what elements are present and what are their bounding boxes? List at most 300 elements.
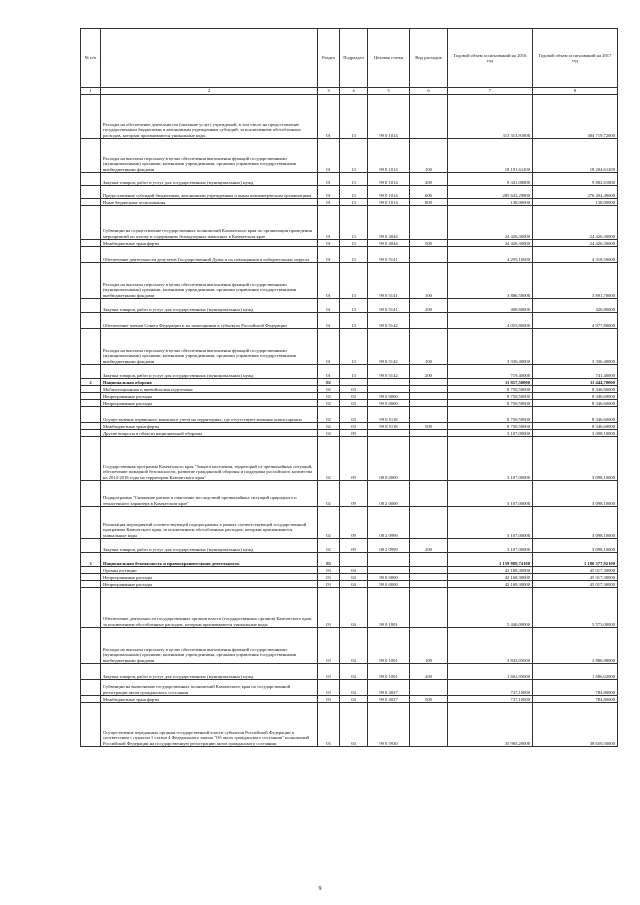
row-amount-2016: 3 886,50000	[448, 263, 533, 299]
row-number	[81, 539, 101, 553]
row-number	[81, 386, 101, 393]
row-expense-type: 600	[410, 186, 448, 199]
table-row	[81, 628, 618, 664]
row-expense-type	[410, 680, 448, 696]
row-section: 01	[318, 240, 340, 247]
row-name: Расходы на обеспечение деятельности (оказание услуг) учреждений, в том числе на предоставление государственным бюджетным и автономным учреждениям субсидий, за исключением обособленных расходов, которым присваиваются уникальные коды	[101, 95, 318, 139]
row-amount-2016: 1 602,95000	[448, 664, 533, 680]
row-amount-2017: 4 318,50000	[533, 247, 618, 263]
row-name: Предоставление субсидий бюджетным, автономным учреждениям и иным некоммерческим организациям	[101, 186, 318, 199]
row-amount-2016: 42 168,30000	[448, 567, 533, 574]
row-amount-2016: 3 843,05000	[448, 628, 533, 664]
row-subsection: 13	[340, 365, 368, 379]
row-amount-2016: 9 341,00800	[448, 173, 533, 186]
row-amount-2016: 8 750,50000	[448, 386, 533, 393]
row-number	[81, 664, 101, 680]
row-amount-2016: 3 107,00000	[448, 430, 533, 437]
row-expense-type: 500	[410, 696, 448, 703]
row-amount-2017: 1 686,02000	[533, 664, 618, 680]
row-subsection: 04	[340, 581, 368, 588]
row-amount-2017: 784,80000	[533, 680, 618, 696]
row-expense-type: 200	[410, 365, 448, 379]
row-amount-2017: 426,80000	[533, 299, 618, 313]
row-number	[81, 299, 101, 313]
row-expense-type	[410, 481, 448, 507]
row-number	[81, 430, 101, 437]
row-subsection: 13	[340, 173, 368, 186]
column-number: 4	[340, 88, 368, 95]
row-name: Непрограммные расходы	[101, 400, 318, 407]
row-target-item: 99 0 5141	[368, 299, 410, 313]
row-subsection: 13	[340, 263, 368, 299]
row-section: 01	[318, 365, 340, 379]
row-amount-2016: 3 107,00000	[448, 539, 533, 553]
row-expense-type	[410, 507, 448, 539]
row-expense-type	[410, 553, 448, 567]
row-target-item	[368, 386, 410, 393]
table-row	[81, 437, 618, 481]
table-row	[81, 139, 618, 173]
row-section: 02	[318, 407, 340, 423]
table-row	[81, 574, 618, 581]
row-target-item: 99 0 5142	[368, 365, 410, 379]
column-number-row	[81, 88, 618, 95]
header-year-2016: Годовой объем ассигнований на 2016 год	[448, 29, 533, 88]
row-amount-2017: 304 719,72000	[533, 95, 618, 139]
row-section: 02	[318, 507, 340, 539]
row-section: 02	[318, 423, 340, 430]
row-name: Расходы на выплаты персоналу в целях обеспечения выполнения функций государственными (муниципальными) органами, казенными учреждениями, органами управления государственными внебюджетными фондами	[101, 329, 318, 365]
row-name: Закупка товаров, работ и услуг для государственных (муниципальных) нужд	[101, 664, 318, 680]
row-amount-2017: 784,80000	[533, 696, 618, 703]
row-subsection: 03	[340, 423, 368, 430]
table-row	[81, 430, 618, 437]
row-amount-2017: 5 573,00000	[533, 588, 618, 628]
row-amount-2016: 11 857,50000	[448, 379, 533, 386]
row-section: 03	[318, 696, 340, 703]
row-target-item	[368, 379, 410, 386]
row-target-item: 99 0 1001	[368, 628, 410, 664]
row-target-item: 99 0 5930	[368, 703, 410, 747]
row-expense-type	[410, 703, 448, 747]
row-number	[81, 481, 101, 507]
row-name: Межбюджетные трансферты	[101, 240, 318, 247]
row-amount-2016: 8 750,50000	[448, 400, 533, 407]
table-row	[81, 386, 618, 393]
row-name: Межбюджетные трансферты	[101, 423, 318, 430]
row-target-item: 08 2 0000	[368, 481, 410, 507]
row-amount-2017: 45 017,30000	[533, 567, 618, 574]
row-amount-2016: 138,00000	[448, 199, 533, 206]
table-row	[81, 313, 618, 329]
row-expense-type: 100	[410, 628, 448, 664]
row-amount-2017: 8 346,60000	[533, 423, 618, 430]
row-expense-type	[410, 430, 448, 437]
row-amount-2016: 4 295,10000	[448, 247, 533, 263]
row-number: 3	[81, 553, 101, 567]
row-number	[81, 628, 101, 664]
row-subsection: 03	[340, 407, 368, 423]
row-amount-2017: 4 077,80000	[533, 313, 618, 329]
row-subsection: 09	[340, 430, 368, 437]
table-row	[81, 703, 618, 747]
row-expense-type: 200	[410, 173, 448, 186]
table-row	[81, 481, 618, 507]
row-number	[81, 329, 101, 365]
row-target-item: 99 0 4027	[368, 696, 410, 703]
row-name: Подпрограмма "Снижение рисков и смягчение последствий чрезвычайных ситуаций природного и техногенного характера в Камчатском крае"	[101, 481, 318, 507]
table-row	[81, 186, 618, 199]
row-name: Непрограммные расходы	[101, 393, 318, 400]
row-subsection	[340, 379, 368, 386]
row-subsection: 13	[340, 139, 368, 173]
row-section: 01	[318, 247, 340, 263]
row-amount-2016: 8 750,50000	[448, 423, 533, 430]
column-number: 6	[410, 88, 448, 95]
row-amount-2016: 737,10000	[448, 696, 533, 703]
row-section: 01	[318, 206, 340, 240]
budget-table	[80, 28, 618, 747]
row-expense-type	[410, 567, 448, 574]
table-row	[81, 680, 618, 696]
row-expense-type: 100	[410, 329, 448, 365]
row-amount-2016: 5 446,00000	[448, 588, 533, 628]
table-row	[81, 393, 618, 400]
row-expense-type	[410, 437, 448, 481]
row-target-item	[368, 430, 410, 437]
row-target-item: 08 2 0999	[368, 507, 410, 539]
row-amount-2016: 1 159 889,74100	[448, 553, 533, 567]
row-section: 03	[318, 664, 340, 680]
row-expense-type	[410, 206, 448, 240]
row-name: Межбюджетные трансферты	[101, 696, 318, 703]
row-subsection: 04	[340, 567, 368, 574]
row-target-item: 99 0 4044	[368, 206, 410, 240]
row-name: Закупка товаров, работ и услуг для государственных (муниципальных) нужд	[101, 299, 318, 313]
row-name: Органы юстиции	[101, 567, 318, 574]
row-amount-2017: 3 098,10000	[533, 539, 618, 553]
row-expense-type: 500	[410, 423, 448, 430]
row-amount-2017: 741,40000	[533, 365, 618, 379]
column-number: 3	[318, 88, 340, 95]
column-number: 2	[101, 88, 318, 95]
row-name: Национальная безопасность и правоохранительная деятельность	[101, 553, 318, 567]
row-section: 03	[318, 581, 340, 588]
row-name: Национальная оборона	[101, 379, 318, 386]
row-target-item: 99 0 4044	[368, 240, 410, 247]
row-amount-2017: 3 098,10000	[533, 430, 618, 437]
row-amount-2016: 408,60000	[448, 299, 533, 313]
row-subsection: 13	[340, 186, 368, 199]
row-expense-type	[410, 588, 448, 628]
row-amount-2016: 24 426,30000	[448, 206, 533, 240]
row-section: 03	[318, 588, 340, 628]
row-expense-type	[410, 379, 448, 386]
row-section: 02	[318, 481, 340, 507]
row-amount-2016: 737,10000	[448, 680, 533, 696]
row-name: Субвенции на осуществление государственных полномочий Камчатского края по организации проведения мероприятий по отлову и содержанию безнадзорных животных в Камчатском крае	[101, 206, 318, 240]
column-number: 1	[81, 88, 101, 95]
row-amount-2016: 8 750,50000	[448, 393, 533, 400]
row-target-item: 99 0 1001	[368, 588, 410, 628]
row-section: 02	[318, 393, 340, 400]
row-number	[81, 263, 101, 299]
table-row	[81, 539, 618, 553]
column-number: 5	[368, 88, 410, 95]
row-subsection: 09	[340, 507, 368, 539]
row-amount-2017: 8 346,60000	[533, 393, 618, 400]
row-number	[81, 313, 101, 329]
row-expense-type	[410, 400, 448, 407]
row-amount-2016: 24 426,30000	[448, 240, 533, 247]
row-expense-type	[410, 95, 448, 139]
row-amount-2017: 11 444,70000	[533, 379, 618, 386]
row-name: Субвенции на выполнение государственных полномочий Камчатского края по государственной регистрации актов гражданского состояния	[101, 680, 318, 696]
row-number	[81, 407, 101, 423]
row-subsection: 09	[340, 481, 368, 507]
row-subsection: 04	[340, 574, 368, 581]
row-expense-type: 100	[410, 263, 448, 299]
row-expense-type	[410, 247, 448, 263]
row-subsection: 13	[340, 247, 368, 263]
row-subsection: 13	[340, 95, 368, 139]
row-number	[81, 400, 101, 407]
row-section: 02	[318, 539, 340, 553]
row-amount-2017: 45 017,30000	[533, 574, 618, 581]
table-row	[81, 567, 618, 574]
row-amount-2017: 24 426,30000	[533, 206, 618, 240]
table-row	[81, 581, 618, 588]
row-subsection: 13	[340, 299, 368, 313]
row-subsection: 13	[340, 313, 368, 329]
row-amount-2017: 18 204,61200	[533, 139, 618, 173]
row-number	[81, 240, 101, 247]
table-row	[81, 299, 618, 313]
row-section: 01	[318, 313, 340, 329]
row-section: 03	[318, 553, 340, 567]
row-number: 2	[81, 379, 101, 386]
row-amount-2016: 35 985,20000	[448, 703, 533, 747]
row-target-item: 99 0 0000	[368, 400, 410, 407]
row-section: 01	[318, 329, 340, 365]
row-amount-2017: 3 098,10000	[533, 481, 618, 507]
row-section: 02	[318, 400, 340, 407]
row-name: Обеспечение деятельности депутатов Государственной Думы и их помощников в избирательных округах	[101, 247, 318, 263]
row-target-item: 99 0 1014	[368, 139, 410, 173]
row-number	[81, 139, 101, 173]
row-subsection: 04	[340, 680, 368, 696]
row-target-item: 99 0 1014	[368, 199, 410, 206]
table-row	[81, 199, 618, 206]
table-row	[81, 379, 618, 386]
row-number	[81, 95, 101, 139]
row-section: 01	[318, 139, 340, 173]
row-subsection: 04	[340, 588, 368, 628]
row-section: 03	[318, 680, 340, 696]
row-amount-2017: 38 659,50000	[533, 703, 618, 747]
row-subsection: 04	[340, 664, 368, 680]
row-amount-2017: 3 891,70000	[533, 263, 618, 299]
table-row	[81, 365, 618, 379]
row-number	[81, 696, 101, 703]
row-amount-2017: 3 098,10000	[533, 437, 618, 481]
row-subsection: 04	[340, 703, 368, 747]
row-number	[81, 703, 101, 747]
row-amount-2017: 9 882,61800	[533, 173, 618, 186]
row-amount-2017: 1 180 377,92100	[533, 553, 618, 567]
row-subsection: 03	[340, 400, 368, 407]
row-amount-2017: 276 494,49000	[533, 186, 618, 199]
row-name: Расходы на выплаты персоналу в целях обеспечения выполнения функций государственными (муниципальными) органами, казенными учреждениями, органами управления государственными внебюджетными фондами	[101, 139, 318, 173]
row-number	[81, 581, 101, 588]
row-section: 03	[318, 574, 340, 581]
row-amount-2016: 3 107,00000	[448, 507, 533, 539]
header-subsection: Подраздел	[340, 29, 368, 88]
row-amount-2016: 3 336,40000	[448, 329, 533, 365]
row-amount-2017: 138,00000	[533, 199, 618, 206]
row-amount-2016: 285 643,29800	[448, 186, 533, 199]
page-number: 9	[318, 886, 322, 892]
row-section: 03	[318, 567, 340, 574]
row-name: Обеспечение деятельности государственных органов власти (государственных органов) Камчатского края, за исключением обособленных расходов, которым присваиваются уникальные коды	[101, 588, 318, 628]
table-row	[81, 664, 618, 680]
header-section: Раздел	[318, 29, 340, 88]
row-name: Осуществление переданных органам государственной власти субъектов Российской Федерации в соответствии с пунктом 1 статьи 4 Федерального закона "Об актах гражданского состояния" полномочий Российской Федерации на государственную регистрацию актов гражданского состояния	[101, 703, 318, 747]
row-name: Мобилизационная и вневойсковая подготовка	[101, 386, 318, 393]
row-amount-2017: 24 426,30000	[533, 240, 618, 247]
row-number	[81, 507, 101, 539]
row-subsection: 09	[340, 437, 368, 481]
row-subsection: 04	[340, 628, 368, 664]
row-target-item: 99 0 5141	[368, 247, 410, 263]
table-row	[81, 400, 618, 407]
row-subsection: 13	[340, 206, 368, 240]
row-target-item: 99 0 5142	[368, 329, 410, 365]
table-row	[81, 423, 618, 430]
row-target-item: 99 0 5142	[368, 313, 410, 329]
row-name: Расходы на выплаты персоналу в целях обеспечения выполнения функций государственными (муниципальными) органами, казенными учреждениями, органами управления государственными внебюджетными фондами	[101, 263, 318, 299]
row-subsection: 13	[340, 240, 368, 247]
row-subsection: 03	[340, 393, 368, 400]
row-target-item: 99 0 5118	[368, 423, 410, 430]
row-amount-2017: 3 098,10000	[533, 507, 618, 539]
table-row	[81, 263, 618, 299]
row-expense-type	[410, 407, 448, 423]
row-section: 02	[318, 430, 340, 437]
row-section: 01	[318, 173, 340, 186]
row-target-item: 99 0 1001	[368, 664, 410, 680]
table-row	[81, 507, 618, 539]
row-expense-type: 100	[410, 139, 448, 173]
row-target-item	[368, 553, 410, 567]
row-amount-2016: 4 055,80000	[448, 313, 533, 329]
row-expense-type: 200	[410, 664, 448, 680]
table-row	[81, 173, 618, 186]
row-target-item: 08 2 0999	[368, 539, 410, 553]
row-number	[81, 437, 101, 481]
row-number	[81, 365, 101, 379]
column-number: 8	[533, 88, 618, 95]
row-name: Непрограммные расходы	[101, 581, 318, 588]
table-body	[81, 95, 618, 747]
row-number	[81, 186, 101, 199]
row-name: Закупка товаров, работ и услуг для государственных (муниципальных) нужд	[101, 539, 318, 553]
row-subsection: 04	[340, 696, 368, 703]
row-number	[81, 588, 101, 628]
row-expense-type: 800	[410, 199, 448, 206]
row-expense-type	[410, 574, 448, 581]
row-section: 01	[318, 95, 340, 139]
row-number	[81, 680, 101, 696]
row-amount-2016: 42 168,30000	[448, 574, 533, 581]
row-name: Государственная программа Камчатского края "Защита населения, территорий от чрезвычайных ситуаций, обеспечение пожарной безопасности, развитие гражданской обороны и поддержка российского казачества на 2014-2018 годы на территории Камчатского края"	[101, 437, 318, 481]
row-number	[81, 206, 101, 240]
row-name: Обеспечение членов Совета Федерации и их помощников в субъектах Российской Федерации	[101, 313, 318, 329]
row-section: 02	[318, 437, 340, 481]
row-expense-type	[410, 386, 448, 393]
row-target-item: 99 0 5141	[368, 263, 410, 299]
table-row	[81, 588, 618, 628]
header-year-2017: Годовой объем ассигнований на 2017 год	[533, 29, 618, 88]
row-target-item: 08 0 0000	[368, 437, 410, 481]
header-row	[81, 29, 618, 88]
row-subsection: 13	[340, 329, 368, 365]
header-expense-type: Вид расходов	[410, 29, 448, 88]
row-number	[81, 423, 101, 430]
table-row	[81, 407, 618, 423]
row-name: Закупка товаров, работ и услуг для государственных (муниципальных) нужд	[101, 173, 318, 186]
row-target-item: 99 0 0000	[368, 574, 410, 581]
row-amount-2016: 719,40000	[448, 365, 533, 379]
row-number	[81, 173, 101, 186]
row-expense-type: 200	[410, 299, 448, 313]
row-name: Расходы на выплаты персоналу в целях обеспечения выполнения функций государственными (муниципальными) органами, казенными учреждениями, органами управления государственными внебюджетными фондами	[101, 628, 318, 664]
row-target-item: 99 0 0000	[368, 581, 410, 588]
row-target-item: 99 0 1014	[368, 186, 410, 199]
row-target-item: 99 0 1014	[368, 95, 410, 139]
row-section: 02	[318, 379, 340, 386]
header-number: № п/п	[81, 29, 101, 88]
table-row	[81, 329, 618, 365]
row-target-item: 99 0 4027	[368, 680, 410, 696]
column-number: 7	[448, 88, 533, 95]
row-section: 03	[318, 628, 340, 664]
row-amount-2016: 18 191,61200	[448, 139, 533, 173]
row-target-item: 99 0 0000	[368, 393, 410, 400]
row-amount-2016: 8 750,50000	[448, 407, 533, 423]
table-row	[81, 95, 618, 139]
row-amount-2016: 3 107,00000	[448, 481, 533, 507]
table-row	[81, 553, 618, 567]
row-section: 01	[318, 186, 340, 199]
header-name	[101, 29, 318, 88]
row-amount-2017: 45 017,30000	[533, 581, 618, 588]
row-amount-2017: 8 346,60000	[533, 407, 618, 423]
row-number	[81, 393, 101, 400]
row-section: 02	[318, 386, 340, 393]
row-name: Иные бюджетные ассигнования	[101, 199, 318, 206]
row-subsection: 09	[340, 539, 368, 553]
row-expense-type	[410, 313, 448, 329]
row-number	[81, 199, 101, 206]
row-subsection: 03	[340, 386, 368, 393]
row-number	[81, 247, 101, 263]
row-target-item	[368, 567, 410, 574]
row-amount-2016: 3 107,00000	[448, 437, 533, 481]
row-name: Осуществление первичного воинского учета на территориях, где отсутствуют военные комиссариаты	[101, 407, 318, 423]
row-name: Реализация мероприятий соответствующей подпрограммы в рамках соответствующей государственной программы Камчатского края, за исключением обособленных расходов, которым присваиваются уникальные коды	[101, 507, 318, 539]
row-amount-2016: 42 168,30000	[448, 581, 533, 588]
